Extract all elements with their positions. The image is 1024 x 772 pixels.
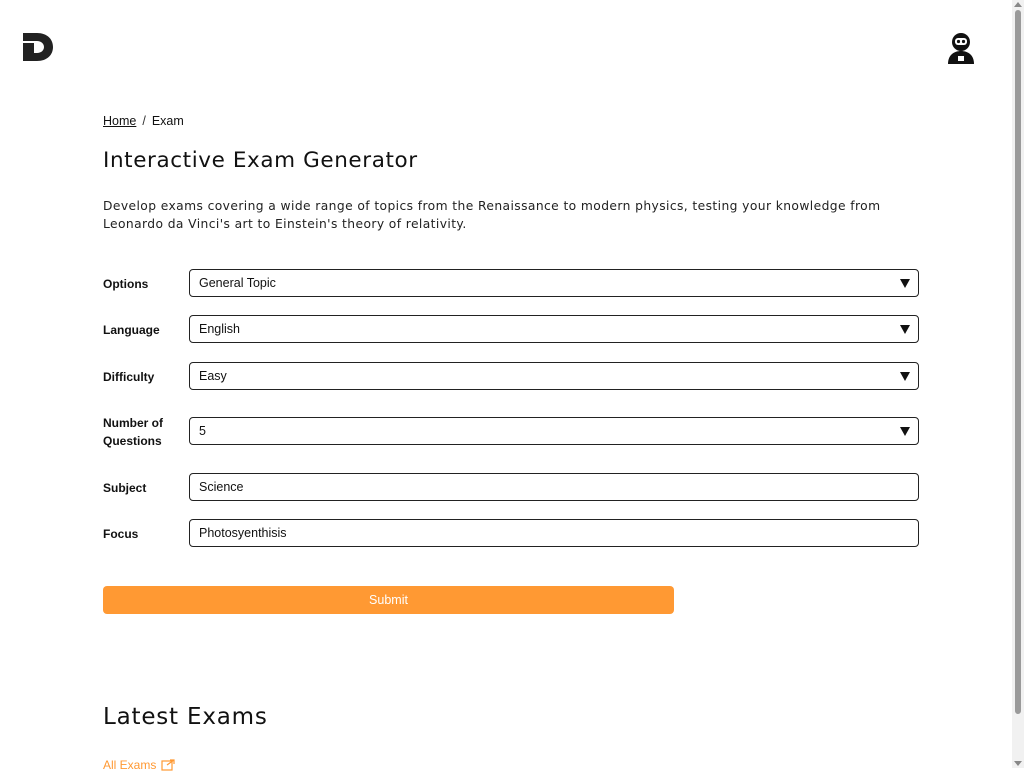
focus-label: Focus: [103, 527, 139, 541]
subject-value: Science: [199, 480, 244, 494]
submit-button[interactable]: Submit: [103, 586, 674, 614]
chevron-down-icon: [900, 427, 910, 436]
subject-input[interactable]: [189, 473, 919, 501]
latest-exams-title: Latest Exams: [103, 704, 268, 730]
chevron-down-icon: [900, 325, 910, 334]
external-link-icon: [161, 759, 175, 771]
num-questions-row: [103, 417, 919, 447]
difficulty-label: Difficulty: [103, 370, 155, 384]
breadcrumb: [103, 114, 184, 128]
page-title: Interactive Exam Generator: [103, 148, 418, 173]
breadcrumb-current: Exam: [151, 114, 184, 128]
language-label: Language: [103, 323, 160, 337]
subject-label: Subject: [103, 481, 147, 495]
language-value: English: [199, 322, 240, 336]
options-row: [103, 269, 919, 299]
scrollbar-thumb[interactable]: [1015, 10, 1021, 714]
num-questions-value: 5: [199, 424, 206, 438]
num-questions-select[interactable]: [189, 417, 919, 445]
chevron-down-icon: [900, 279, 910, 288]
language-select[interactable]: [189, 315, 919, 343]
focus-row: [103, 519, 919, 549]
all-exams-label: All Exams: [103, 758, 157, 772]
language-row: [103, 315, 919, 345]
options-select[interactable]: [189, 269, 919, 297]
all-exams-link[interactable]: [103, 758, 175, 772]
page-description: Develop exams covering a wide range of topics from the Renaissance to modern physics, testing your knowledge from Leonardo da Vinci's art to Einstein's theory of relativity.: [103, 199, 881, 231]
page-scrollbar[interactable]: [1012, 0, 1024, 768]
breadcrumb-home-link[interactable]: Home: [103, 114, 137, 128]
chevron-down-icon: [900, 372, 910, 381]
breadcrumb-separator: /: [142, 114, 146, 128]
logo-d-icon[interactable]: [22, 32, 54, 62]
num-questions-label: Number of Questions: [103, 416, 163, 448]
difficulty-row: [103, 362, 919, 392]
difficulty-value: Easy: [199, 369, 227, 383]
difficulty-select[interactable]: [189, 362, 919, 390]
scroll-down-icon[interactable]: [1014, 761, 1022, 766]
focus-value: Photosyenthisis: [199, 526, 287, 540]
focus-input[interactable]: [189, 519, 919, 547]
subject-row: [103, 473, 919, 503]
scroll-up-icon[interactable]: [1014, 2, 1022, 7]
options-label: Options: [103, 277, 149, 291]
options-value: General Topic: [199, 276, 276, 290]
robot-avatar-icon[interactable]: [946, 32, 976, 64]
